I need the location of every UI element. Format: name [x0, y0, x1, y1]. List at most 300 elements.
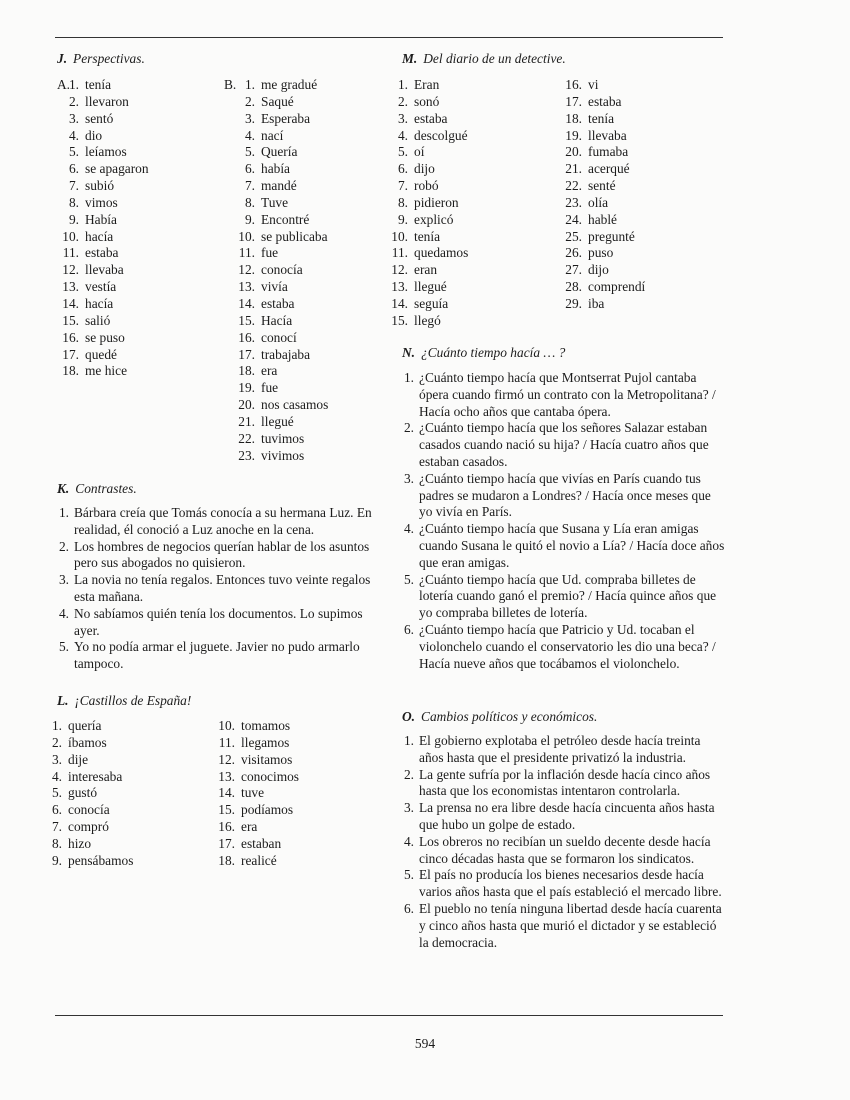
item-number: 5. [403, 571, 414, 587]
list-item [382, 144, 468, 161]
item-number: 5. [244, 144, 255, 160]
section-letter: K. [57, 481, 70, 496]
list-item [209, 718, 299, 735]
item-text: tenía [588, 110, 615, 126]
list-item [209, 752, 299, 769]
item-number: 16. [62, 329, 79, 345]
item-text: estaba [414, 110, 448, 126]
list-item [229, 212, 328, 229]
answer-list-o [400, 733, 726, 951]
answer-list-n [400, 370, 726, 672]
item-text: Eran [414, 77, 440, 92]
item-number: 7. [51, 819, 62, 835]
item-number: 4. [51, 768, 62, 784]
item-number: 16. [218, 819, 235, 835]
item-number: 4. [403, 521, 414, 537]
item-number: 12. [238, 262, 255, 278]
item-text: estaba [85, 245, 119, 261]
item-text: visitamos [241, 751, 293, 767]
list-item [36, 718, 133, 735]
item-number: 17. [238, 346, 255, 362]
item-number: 3. [51, 751, 62, 767]
item-number: 19. [238, 380, 255, 396]
item-number: 14. [391, 295, 408, 311]
list-item [382, 111, 468, 128]
item-text: El país no producía los bienes necesarios desde hacía varios años hasta que el país estableció el mercado libre. [419, 867, 722, 900]
item-number: 4. [403, 833, 414, 849]
item-number: 26. [565, 245, 582, 261]
item-text: dio [85, 127, 103, 143]
item-number: 17. [218, 835, 235, 851]
list-item [229, 161, 328, 178]
item-text: era [261, 363, 278, 379]
item-text: llegué [414, 279, 447, 295]
item-number: 22. [565, 178, 582, 194]
list-item [209, 853, 299, 870]
list-item [400, 420, 726, 470]
list-item [382, 94, 468, 111]
item-text: Esperaba [261, 110, 311, 126]
item-text: llevaba [588, 127, 627, 143]
item-text: leíamos [85, 144, 127, 160]
item-number: 14. [218, 785, 235, 801]
item-text: era [241, 819, 258, 835]
section-j-heading [57, 51, 145, 67]
item-text: gustó [68, 785, 98, 801]
list-item [53, 330, 149, 347]
item-number: 5. [403, 867, 414, 883]
list-item [229, 431, 328, 448]
item-number: 14. [238, 295, 255, 311]
item-text: conocía [261, 262, 303, 278]
item-number: 1. [244, 77, 255, 92]
list-item [229, 347, 328, 364]
item-text: ¿Cuánto tiempo hacía que Ud. compraba billetes de lotería cuando ganó el premio? / Hacía quince años que yo compraba billetes de lotería. [419, 571, 717, 621]
item-text: hacía [85, 228, 114, 244]
item-text: El gobierno explotaba el petróleo desde hacía treinta años hasta que el presidente privatizó la industria. [419, 733, 701, 765]
item-number: 1. [397, 77, 408, 92]
list-item [53, 347, 149, 364]
item-text: vimos [85, 194, 118, 210]
item-number: 27. [565, 262, 582, 278]
item-text: ¿Cuánto tiempo hacía que Susana y Lía eran amigas cuando Susana le quitó el novio a Lía? / Hacía doce años que eran amigas. [419, 521, 725, 570]
item-number: 3. [397, 110, 408, 126]
answer-list-l-col1 [36, 718, 133, 870]
item-number: 9. [68, 211, 79, 227]
item-number: 11. [238, 245, 255, 261]
section-n-heading [402, 345, 565, 361]
list-item [53, 144, 149, 161]
list-item [382, 262, 468, 279]
section-title: Del diario de un detective. [423, 51, 566, 66]
item-number: 18. [62, 363, 79, 379]
list-item [382, 279, 468, 296]
item-text: hacía [85, 295, 114, 311]
item-text: comprendí [588, 279, 646, 295]
list-item [382, 212, 468, 229]
item-text: dijo [588, 262, 609, 278]
section-title: Cambios políticos y económicos. [421, 709, 598, 724]
item-text: conocimos [241, 768, 300, 784]
list-item [53, 245, 149, 262]
item-text: descolgué [414, 127, 468, 143]
list-item [53, 262, 149, 279]
list-item [229, 279, 328, 296]
section-letter: L. [57, 693, 69, 708]
item-number: 14. [62, 295, 79, 311]
item-number: 4. [68, 127, 79, 143]
item-number: 6. [403, 900, 414, 916]
list-item [229, 448, 328, 465]
item-number: 11. [391, 245, 408, 261]
list-item [400, 521, 726, 571]
list-item [209, 735, 299, 752]
item-number: 12. [218, 751, 235, 767]
item-number: 5. [397, 144, 408, 160]
item-text: fumaba [588, 144, 629, 160]
item-text: compró [68, 819, 109, 835]
list-item [53, 229, 149, 246]
list-item [556, 195, 645, 212]
list-item [556, 229, 645, 246]
answer-list-j-b [229, 77, 328, 464]
list-item [556, 77, 645, 94]
item-text: Saqué [261, 93, 294, 109]
list-item [53, 279, 149, 296]
list-item [53, 94, 149, 111]
item-number: 9. [51, 852, 62, 868]
item-number: 6. [397, 161, 408, 177]
list-item [36, 785, 133, 802]
item-number: 8. [244, 194, 255, 210]
list-item [229, 178, 328, 195]
item-number: 3. [403, 800, 414, 816]
item-text: acerqué [588, 161, 630, 177]
item-text: quedé [85, 346, 117, 362]
item-text: podíamos [241, 802, 294, 818]
section-o-heading [402, 709, 597, 725]
item-number: 15. [62, 312, 79, 328]
page-number: 594 [414, 1036, 436, 1051]
item-text: sonó [414, 93, 440, 109]
item-number: 17. [565, 93, 582, 109]
item-text: me gradué [261, 77, 318, 92]
list-item [400, 834, 726, 868]
list-item [53, 77, 149, 94]
list-item [382, 77, 468, 94]
item-number: 13. [62, 279, 79, 295]
item-number: 15. [391, 312, 408, 328]
answer-list-l-col2 [209, 718, 299, 870]
item-number: 6. [68, 161, 79, 177]
item-text: estaba [588, 93, 622, 109]
item-number: 18. [218, 852, 235, 868]
item-number: 13. [238, 279, 255, 295]
item-text: trabajaba [261, 346, 311, 362]
section-title: ¡Castillos de España! [74, 693, 192, 708]
item-number: 6. [403, 621, 414, 637]
list-item [556, 128, 645, 145]
item-text: tenía [85, 77, 112, 92]
section-letter: M. [402, 51, 418, 66]
list-item [36, 769, 133, 786]
item-text: oí [414, 144, 425, 160]
item-text: tuvimos [261, 430, 305, 446]
item-number: 17. [62, 346, 79, 362]
item-number: 3. [58, 572, 69, 588]
item-number: 2. [397, 93, 408, 109]
list-item [382, 245, 468, 262]
item-text: vivimos [261, 447, 305, 463]
item-number: 12. [62, 262, 79, 278]
item-number: 21. [238, 413, 255, 429]
list-item [55, 539, 385, 573]
item-number: 2. [51, 734, 62, 750]
item-text: Había [85, 211, 117, 227]
list-item [229, 296, 328, 313]
item-number: 1. [68, 77, 79, 92]
item-text: quedamos [414, 245, 469, 261]
item-text: estaba [261, 295, 295, 311]
list-item [53, 363, 149, 380]
list-item [209, 836, 299, 853]
list-item [400, 767, 726, 801]
item-text: llevaron [85, 93, 129, 109]
item-number: 20. [238, 397, 255, 413]
item-number: 7. [244, 178, 255, 194]
item-text: quería [68, 718, 102, 733]
list-item [382, 229, 468, 246]
item-number: 13. [391, 279, 408, 295]
item-number: 10. [238, 228, 255, 244]
item-text: Encontré [261, 211, 310, 227]
item-text: íbamos [68, 734, 107, 750]
list-item [53, 128, 149, 145]
item-number: 15. [238, 312, 255, 328]
item-text: Hacía [261, 312, 293, 328]
list-item [229, 262, 328, 279]
list-item [53, 161, 149, 178]
list-item [229, 144, 328, 161]
item-number: 5. [51, 785, 62, 801]
item-number: 23. [565, 194, 582, 210]
item-text: puso [588, 245, 614, 261]
item-number: 8. [68, 194, 79, 210]
list-item [382, 296, 468, 313]
list-item [36, 819, 133, 836]
answer-list-m-col2 [556, 77, 645, 313]
list-item [53, 178, 149, 195]
item-text: realicé [241, 852, 277, 868]
section-letter: N. [402, 345, 416, 360]
list-item [55, 505, 385, 539]
item-number: 7. [397, 178, 408, 194]
item-number: 5. [68, 144, 79, 160]
item-text: mandé [261, 178, 297, 194]
item-text: Tuve [261, 194, 289, 210]
list-item [53, 313, 149, 330]
item-number: 28. [565, 279, 582, 295]
item-text: había [261, 161, 290, 177]
item-number: 7. [68, 178, 79, 194]
item-text: Los hombres de negocios querían hablar de los asuntos pero sus abogados no quisieron. [74, 538, 370, 571]
item-number: 22. [238, 430, 255, 446]
item-number: 19. [565, 127, 582, 143]
list-item [400, 471, 726, 521]
list-item [556, 279, 645, 296]
list-item [382, 178, 468, 195]
item-text: senté [588, 178, 616, 194]
list-item [229, 363, 328, 380]
bottom-rule [55, 1015, 723, 1016]
list-item [36, 735, 133, 752]
item-text: se publicaba [261, 228, 328, 244]
item-text: tuve [241, 785, 265, 801]
item-number: 3. [403, 470, 414, 486]
item-number: 2. [403, 420, 414, 436]
item-text: tomamos [241, 718, 291, 733]
item-text: La novia no tenía regalos. Entonces tuvo veinte regalos esta mañana. [74, 572, 371, 604]
list-item [382, 195, 468, 212]
list-item [36, 752, 133, 769]
item-number: 11. [218, 734, 235, 750]
item-number: 4. [244, 127, 255, 143]
list-item [556, 94, 645, 111]
answer-list-k [55, 505, 385, 673]
item-number: 2. [58, 538, 69, 554]
item-number: 8. [397, 194, 408, 210]
list-item [36, 802, 133, 819]
item-number: 24. [565, 211, 582, 227]
list-item [382, 161, 468, 178]
item-number: 2. [403, 766, 414, 782]
item-text: pidieron [414, 194, 459, 210]
list-item [229, 195, 328, 212]
list-item [229, 245, 328, 262]
item-number: 13. [218, 768, 235, 784]
item-text: estaban [241, 835, 282, 851]
item-number: 12. [391, 262, 408, 278]
list-item [400, 733, 726, 767]
item-number: 10. [391, 228, 408, 244]
item-text: subió [85, 178, 115, 194]
item-text: vivía [261, 279, 288, 295]
section-title: ¿Cuánto tiempo hacía … ? [421, 345, 566, 360]
item-text: llegué [261, 413, 294, 429]
item-text: ¿Cuánto tiempo hacía que Patricio y Ud. tocaban el violonchelo cuando el conservatorio les dio una beca? / Hacía nueve años que tocábamos el violonchelo. [419, 621, 716, 671]
item-number: 18. [565, 110, 582, 126]
top-rule [55, 37, 723, 38]
list-item [400, 901, 726, 951]
item-number: 5. [58, 639, 69, 655]
list-item [556, 212, 645, 229]
item-number: 3. [68, 110, 79, 126]
item-text: ¿Cuánto tiempo hacía que los señores Salazar estaban casados cuando nació su hija? / Hacía cuatro años que estaban casados. [419, 420, 709, 469]
item-text: robó [414, 178, 439, 194]
subsection-a-label: A. [57, 77, 71, 92]
list-item [53, 296, 149, 313]
item-text: La prensa no era libre desde hacía cincuenta años hasta que hubo un golpe de estado. [419, 800, 715, 832]
list-item [382, 313, 468, 330]
item-number: 1. [403, 370, 414, 385]
item-number: 1. [51, 718, 62, 733]
section-k-heading [57, 481, 137, 497]
item-text: pregunté [588, 228, 635, 244]
list-item [556, 178, 645, 195]
section-title: Perspectivas. [73, 51, 145, 66]
list-item [229, 111, 328, 128]
item-text: La gente sufría por la inflación desde hacía cinco años hasta que los economistas intentaron controlarla. [419, 766, 711, 799]
item-text: Quería [261, 144, 298, 160]
list-item [229, 414, 328, 431]
item-text: salió [85, 312, 111, 328]
item-number: 20. [565, 144, 582, 160]
item-number: 6. [244, 161, 255, 177]
list-item [209, 819, 299, 836]
item-number: 2. [244, 93, 255, 109]
item-number: 9. [397, 211, 408, 227]
item-text: explicó [414, 211, 454, 227]
item-number: 11. [62, 245, 79, 261]
item-text: pensábamos [68, 852, 134, 868]
item-number: 10. [62, 228, 79, 244]
item-number: 4. [58, 605, 69, 621]
section-m-heading [402, 51, 566, 67]
item-text: dijo [414, 161, 435, 177]
list-item [53, 111, 149, 128]
list-item [382, 128, 468, 145]
item-text: interesaba [68, 768, 123, 784]
item-text: sentó [85, 110, 114, 126]
list-item [36, 853, 133, 870]
list-item [229, 229, 328, 246]
item-text: conocía [68, 802, 110, 818]
list-item [229, 77, 328, 94]
item-text: seguía [414, 295, 449, 311]
item-text: hablé [588, 211, 617, 227]
item-number: 10. [218, 718, 235, 733]
item-number: 21. [565, 161, 582, 177]
list-item [400, 572, 726, 622]
list-item [209, 802, 299, 819]
list-item [53, 212, 149, 229]
list-item [55, 572, 385, 606]
list-item [229, 128, 328, 145]
section-letter: J. [57, 51, 68, 66]
section-letter: O. [402, 709, 416, 724]
item-text: dije [68, 751, 89, 767]
item-text: eran [414, 262, 438, 278]
item-number: 2. [68, 93, 79, 109]
item-number: 9. [244, 211, 255, 227]
item-text: ¿Cuánto tiempo hacía que vivías en París cuando tus padres se mudaron a Londres? / Hacía once meses que yo vivía en París. [419, 470, 711, 520]
list-item [400, 370, 726, 420]
item-text: Yo no podía armar el juguete. Javier no pudo armarlo tampoco. [74, 639, 360, 672]
item-text: nací [261, 127, 284, 143]
item-text: se puso [85, 329, 125, 345]
item-text: vi [588, 77, 599, 92]
item-number: 4. [397, 127, 408, 143]
answer-list-j-a [53, 77, 149, 380]
item-text: Los obreros no recibían un sueldo decente desde hacía cinco décadas hasta que se formaron los sindicatos. [419, 833, 711, 866]
item-text: No sabíamos quién tenía los documentos. Lo supimos ayer. [74, 605, 363, 638]
list-item [229, 380, 328, 397]
list-item [556, 245, 645, 262]
item-number: 23. [238, 447, 255, 463]
item-number: 3. [244, 110, 255, 126]
item-text: ¿Cuánto tiempo hacía que Montserrat Pujol cantaba ópera cuando firmó un contrato con la Metropolitana? / Hacía ocho años que cantaba ópera. [419, 370, 716, 419]
list-item [400, 800, 726, 834]
